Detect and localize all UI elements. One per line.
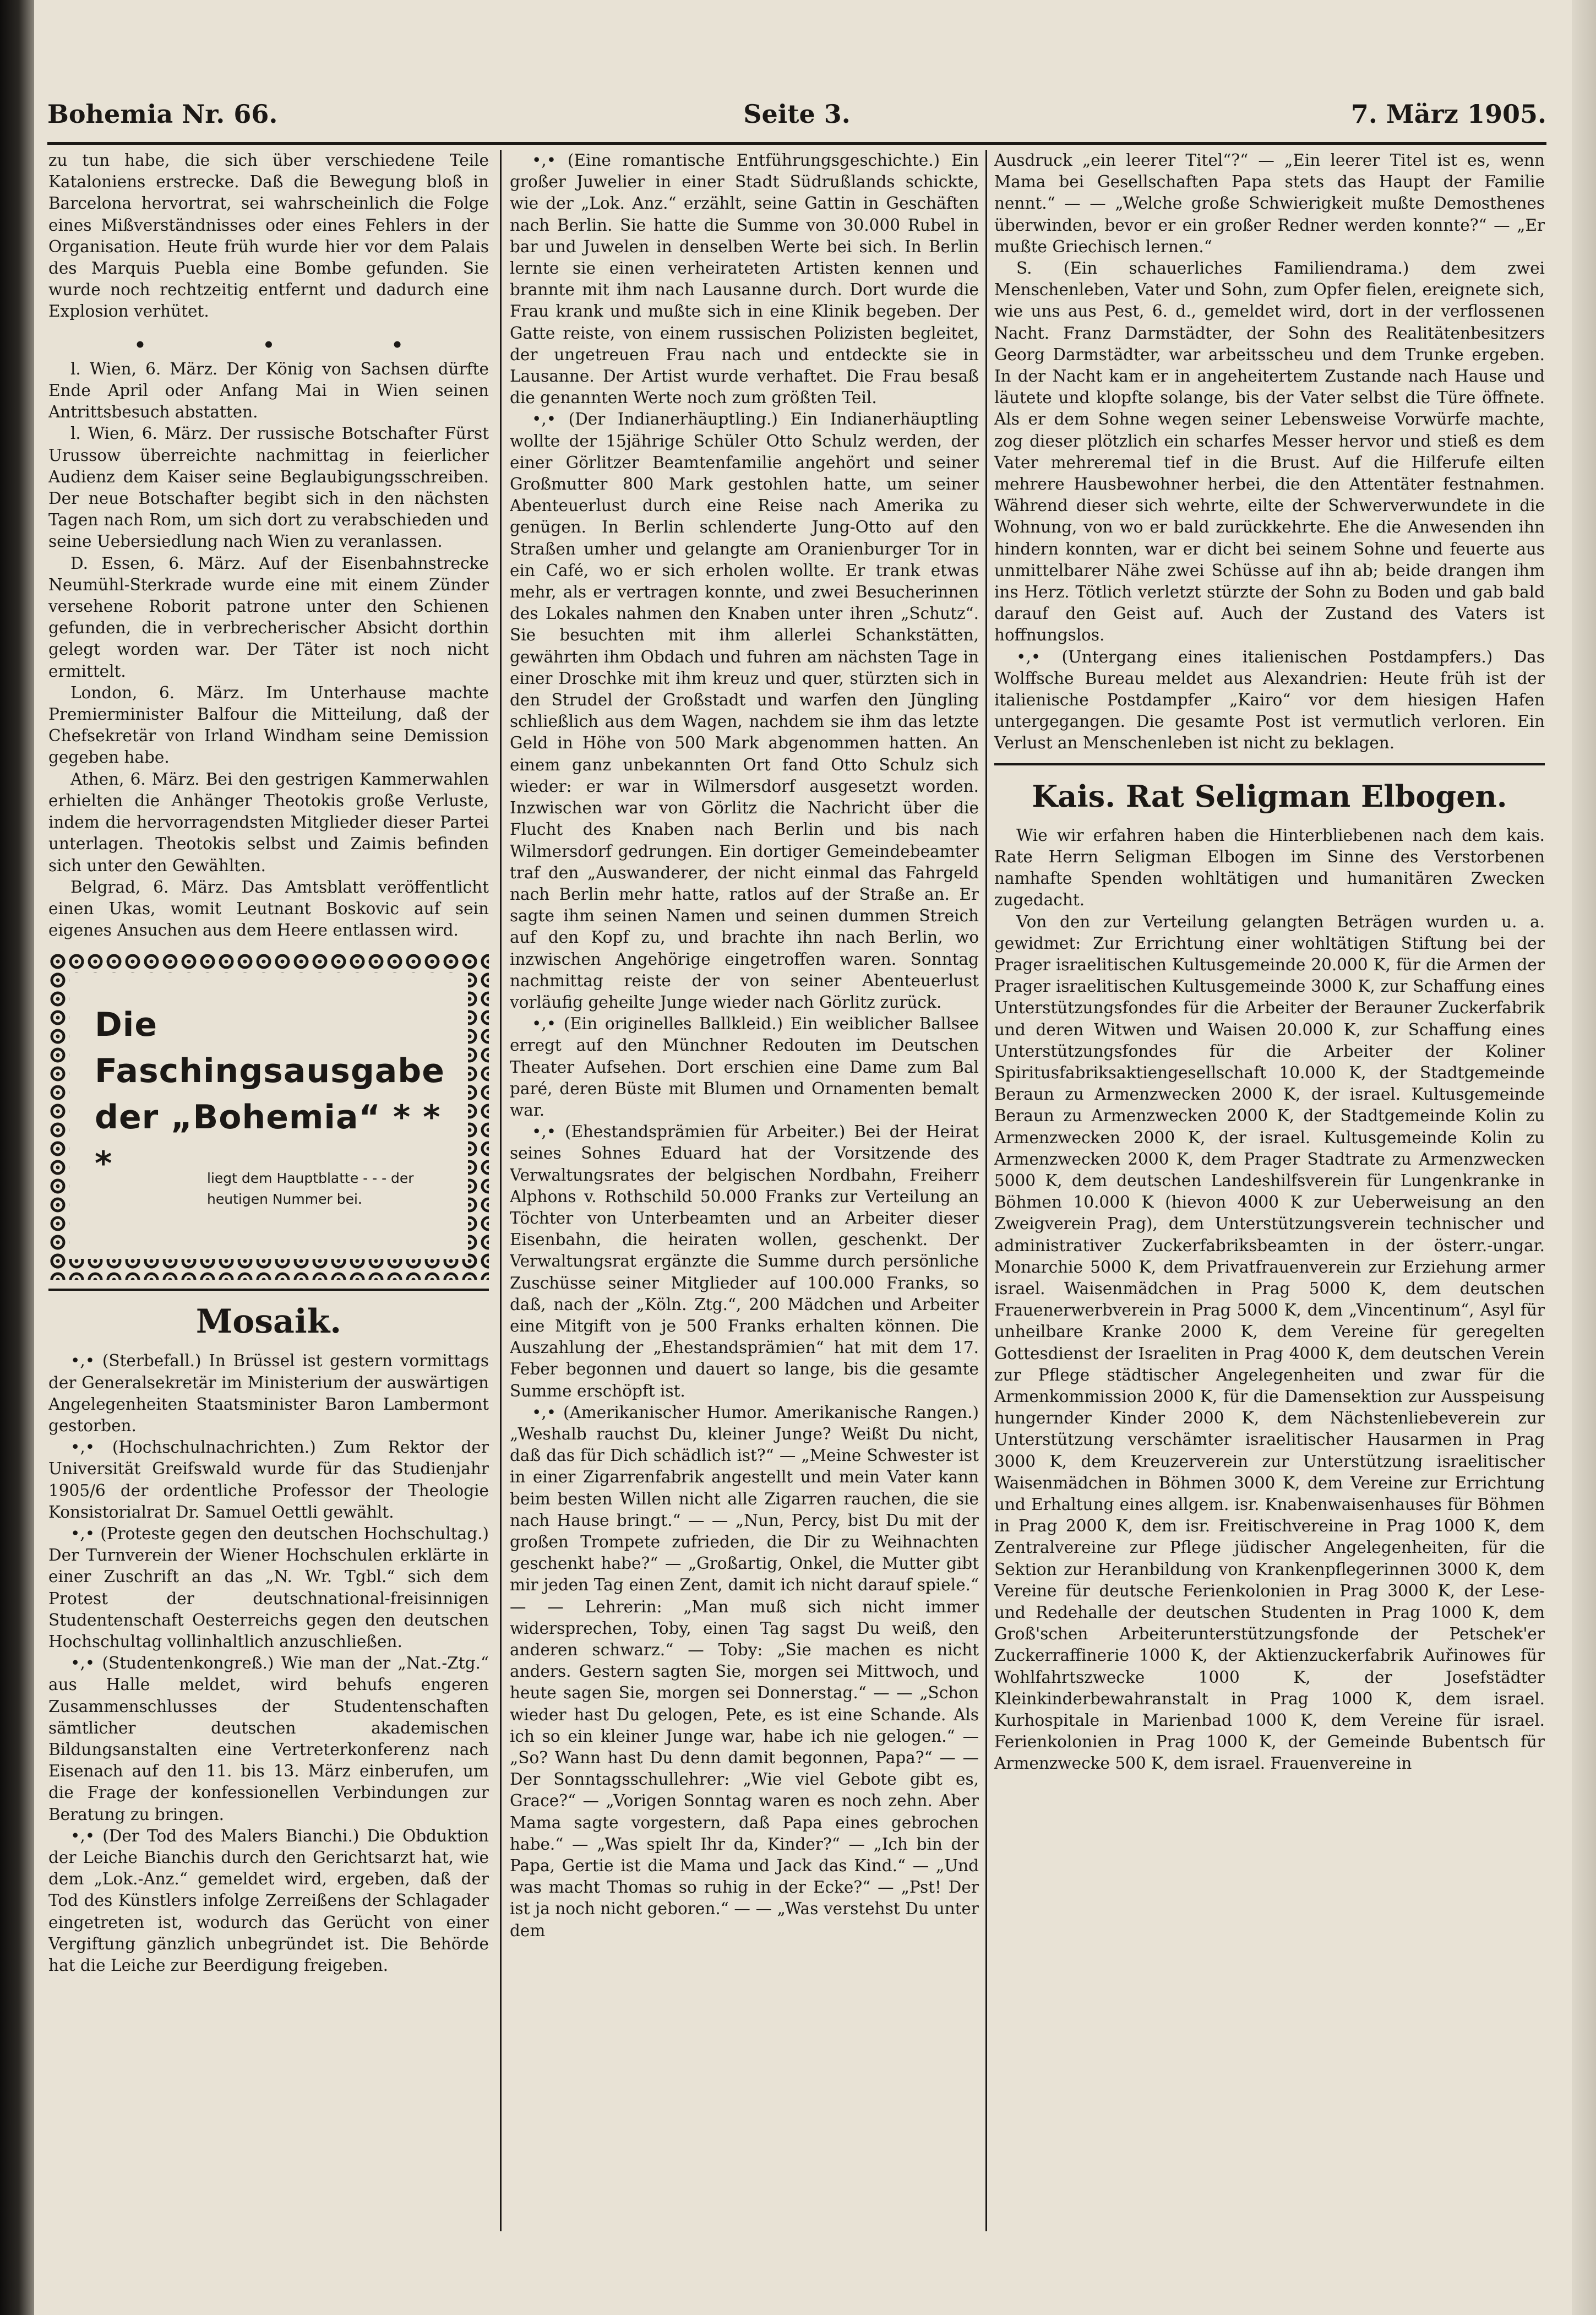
column-3 <box>994 150 1545 2232</box>
mosaik-entfuehrung: •,• (Eine romantische Entführungsgeschichte.) Ein großer Juwelier in einer Stadt Südrußlands schickte, wie der „Lok. Anz.“ erzählt, seine Gattin in Geschäften nach Berlin. Sie hatte die Summe von 30.000 Rubel in bar und Juwelen in denselben Werte bei sich. In Berlin lernte sie einen verheirateten Artisten kennen und brannte mit ihm nach Lausanne durch. Dort wurde die Frau krank und mußte sich in eine Klinik begeben. Der Gatte reiste, von einem russischen Polizisten begleitet, der ungetreuen Frau nach und entdeckte sie in Lausanne. Der Artist wurde verhaftet. Die Frau besaß die genannten Werte noch zum größten Teil. <box>510 151 979 407</box>
mosaik-amerikanischer-humor: •,• (Amerikanischer Humor. Amerikanische Rangen.) „Weshalb rauchst Du, kleiner Junge? Weißt Du nicht, daß das für Dich schädlich ist?“ — „Meine Schwester ist in einer Zigarrenfabrik angestellt und mein Vater kann beim besten Willen nicht alle Zigarren rauchen, die sie nach Hause bringt.“ — — „Nun, Percy, bist Du mit der großen Trompete zufrieden, die Dir zu Weihnachten geschenkt habe?“ — „Großartig, Onkel, die Mutter gibt mir jeden Tag einen Zent, damit ich nicht darauf spiele.“ — — Lehrerin: „Man muß sich nicht immer widersprechen, Toby, einen Tag sagst Du weiß, den anderen schwarz.“ — Toby: „Sie machen es nicht anders. Gestern sagten Sie, morgen sei Mittwoch, und heute sagen Sie, morgen sei Donnerstag.“ — — „Schon wieder hast Du gelogen, Pete, es ist eine Schande. Als ich so ein kleiner Junge war, habe ich nie gelogen.“ — „So? Wann hast Du denn damit begonnen, Papa?“ — — Der Sonntagsschullehrer: „Wie viel Gebote gibt es, Grace?“ — „Vorigen Sonntag waren es noch zehn. Aber Mama sagte vorgestern, daß Papa eines gebrochen habe.“ — „Was spielt Ihr da, Kinder?“ — „Ich bin der Papa, Gertie ist die Mama und Jack das Kind.“ — „Und was macht Thomas so ruhig in der Ecke?“ — „Pst! Der ist ja noch nicht geboren.“ — — „Was verstehst Du unter dem <box>510 1403 979 1940</box>
section-title-elbogen: Kais. Rat Seligman Elbogen. <box>1032 778 1507 814</box>
news-belgrad: Belgrad, 6. März. Das Amtsblatt veröffentlicht einen Ukas, womit Leutnant Boskovic auf sein eigenes Ansuchen aus dem Heere entlassen wird. <box>48 877 489 940</box>
mosaik-bianchi: •,• (Der Tod des Malers Bianchi.) Die Obduktion der Leiche Bianchis durch den Gerichtsarzt hat, wie dem „Lok.-Anz.“ gemeldet wird, ergeben, daß der Tod des Künstlers infolge Zerreißens der Schlagader eingetreten ist, wodurch das Gerücht von einer Vergiftung gänzlich unbegründet ist. Die Behörde hat die Leiche zur Beerdigung freigeben. <box>48 1826 489 1975</box>
mosaik-proteste: •,• (Proteste gegen den deutschen Hochschultag.) Der Turnverein der Wiener Hochschulen erklärte in einer Zuschrift an das „N. Wr. Tgbl.“ sich dem Protest der deutschnational-freisinnigen Studentenschaft Oesterreichs gegen den deutschen Hochschultag vollinhaltlich anzuschließen. <box>48 1524 489 1651</box>
humor-continuation: Ausdruck „ein leerer Titel“?“ — „Ein leerer Titel ist es, wenn Mama bei Gesellschaften Papa stets das Haupt der Familie nennt.“ — — „Welche große Schwierigkeit mußte Demosthenes überwinden, bevor er ein großer Redner werden konnte?“ — „Er mußte Griechisch lernen.“ <box>994 151 1545 256</box>
header-page-number: Seite 3. <box>743 99 851 129</box>
news-london: London, 6. März. Im Unterhause machte Premierminister Balfour die Mitteilung, daß der Chefsekretär von Irland Windham seine Demission gegeben habe. <box>48 683 489 767</box>
elbogen-spenden: Von den zur Verteilung gelangten Beträgen wurden u. a. gewidmet: Zur Errichtung einer wohltätigen Stiftung bei der Prager israelitischen Kultusgemeinde 20.000 K, für die Armen der Prager israelitischen Kultusgemeinde 3000 K, zur Schaffung eines Unterstützungsfondes für die Arbeiter der Berauner Zuckerfabrik und deren Witwen und Waisen 20.000 K, zur Schaffung eines Unterstützungsfondes für die Arbeiter der Koliner Spiritusfabriksaktiengesellschaft 10.000 K, der Stadtgemeinde Beraun zu Armenzwecken 2000 K, der israel. Kultusgemeinde Beraun zu Armenzwecken 2000 K, der Stadtgemeinde Kolin zu Armenzwecken 2000 K, der israel. Kultusgemeinde Kolin zu Armenzwecken 2000 K, dem Prager Stadtrate zu Armenzwecken 5000 K, dem deutschen Landeshilfsverein für Lungenkranke in Böhmen 10.000 K (hievon 4000 K zur Ueberweisung an den Zweigverein Prag), dem Unterstützungsverein technischer und administrativer Zuckerfabriksbeamten in der österr.-ungar. Monarchie 5000 K, dem Privatfrauenverein zur Erziehung armer israel. Waisenmädchen in Prag 5000 K, dem deutschen Frauenerwerbverein in Prag 5000 K, dem „Vincentinum“, Asyl für unheilbare Kranke 2000 K, dem Vereine für geregelten Gottesdienst der Israeliten in Prag 4000 K, dem deutschen Verein zur Pflege städtischer Angelegenheiten und zwar für die Armenkommission 2000 K, für die Damensektion zur Ausspeisung hungernder Kinder 2000 K, dem Nächstenliebeverein zur Unterstützung verschämter israelitischer Hausarmen in Prag 3000 K, dem Kreuzerverein zur Unterstützung israelitischer Waisenmädchen in Böhmen 3000 K, dem Vereine zur Errichtung und Erhaltung eines allgem. isr. Knabenwaisenhauses für Böhmen in Prag 2000 K, dem isr. Freitischvereine in Prag 1000 K, dem Zentralvereine zur Pflege jüdischer Angelegenheiten, für die Sektion zur Heranbildung von Krankenpflegerinnen 3000 K, dem Vereine für deutsche Ferienkolonien in Prag 3000 K, der Lese- und Redehalle der deutschen Studenten in Prag 1000 K, dem Groß'schen Arbeiterunterstützungsfonde der Petschek'er Zuckerraffinerie 1000 K, der Aktienzuckerfabrik Auřinowes für Wohlfahrtszwecke 1000 K, der Josefstädter Kleinkinderbewahranstalt in Prag 1000 K, dem israel. Kurhospitale in Marienbad 1000 K, dem Vereine für israel. Ferienkolonien in Prag 1000 K, der Gemeinde Bubentsch für Armenzwecke 500 K, dem israel. Frauenvereine in <box>994 912 1545 1773</box>
header-masthead: Bohemia Nr. 66. <box>47 99 278 129</box>
advertisement-faschingsausgabe <box>48 952 489 1280</box>
news-wien-botschafter: l. Wien, 6. März. Der russische Botschafter Fürst Urussow überreichte nachmittag in feierlicher Audienz dem Kaiser seine Beglaubigungsschreiben. Der neue Botschafter begibt sich in den nächsten Tagen nach Rom, um sich dort zu verabschieden und seine Uebersiedlung nach Wien zu veranlassen. <box>48 424 489 551</box>
column-rule-1 <box>500 150 502 2231</box>
mosaik-studentenkongress: •,• (Studentenkongreß.) Wie man der „Nat.-Ztg.“ aus Halle meldet, wird behufs engeren Zusammenschlusses der Studentenschaften sämtlicher deutschen akademischen Bildungsanstalten eine Vertreterkonferenz nach Eisenach auf den 11. bis 13. März einberufen, um die Frage der konfessionellen Verbindungen zur Beratung zu bringen. <box>48 1654 489 1824</box>
mosaik-postdampfer: •,• (Untergang eines italienischen Postdampfers.) Das Wolffsche Bureau meldet aus Alexandrien: Heute früh ist der italienische Postdampfer „Kairo“ vor dem hiesigen Hafen untergegangen. Die gesamte Post ist vermutlich verloren. Ein Verlust an Menschenleben ist nicht zu beklagen. <box>994 647 1545 753</box>
mosaik-indianerhaeuptling: •,• (Der Indianerhäuptling.) Ein Indianerhäuptling wollte der 15jährige Schüler Otto Schulz werden, der einer Görlitzer Beamtenfamilie angehört und seiner Großmutter 800 Mark gestohlen hatte, um seiner Abenteuerlust durch eine Reise nach Amerika zu genügen. In Berlin schlenderte Jung-Otto auf den Straßen umher und gelangte am Oranienburger Tor in ein Café, wo er sich erholen wollte. Er trank etwas mehr, als er vertragen konnte, und zwei Besucherinnen des Lokales nahmen den Knaben unter ihren „Schutz“. Sie besuchten mit ihm allerlei Schankstätten, gewährten ihm Obdach und fuhren am nächsten Tage in einer Droschke mit ihm kreuz und quer, stürzten sich in den Strudel der Großstadt und warfen den Jüngling schließlich aus dem Wagen, nachdem sie ihm das letzte Geld in Höhe von 500 Mark abgenommen hatten. An einem ganz unbekannten Ort fand Otto Schulz sich wieder: er war in Wilmersdorf ausgesetzt worden. Inzwischen war von Görlitz die Nachricht über die Flucht des Knaben nach Berlin und bis nach Wilmersdorf gedrungen. Ein dortiger Gemeindebeamter traf den „Auswanderer, der nicht einmal das Fahrgeld nach Berlin mehr hatte, ratlos auf der Straße an. Er sagte ihm seinen Namen und seinen dummen Streich auf den Kopf zu, und brachte ihn nach Berlin, wo inzwischen Angehörige eingetroffen waren. Sonntag nachmittag reiste der von seiner Abenteuerlust vorläufig geheilte Junge wieder nach Görlitz zurück. <box>510 410 979 1012</box>
section-dots: • • • <box>134 334 459 356</box>
column-rule-2 <box>985 150 987 2231</box>
header-date: 7. März 1905. <box>1350 99 1546 129</box>
separator-rule <box>48 1289 489 1291</box>
mosaik-ballkleid: •,• (Ein originelles Ballkleid.) Ein weiblicher Ballsee erregt auf den Münchner Redouten im Deutschen Theater Aufsehen. Dort erschien eine Dame zum Bal paré, deren Büste mit Blumen und Ornamenten bemalt war. <box>510 1014 979 1120</box>
news-essen: D. Essen, 6. März. Auf der Eisenbahnstrecke Neumühl-Sterkrade wurde eine mit einem Zünder versehene Roborit patrone unter den Schienen gefunden, die in verbrecherischer Absicht dorthin gelegt worden war. Der Täter ist noch nicht ermittelt. <box>48 553 489 681</box>
scan-edge-right <box>1572 0 1596 2315</box>
article-katalonien: zu tun habe, die sich über verschiedene Teile Kataloniens erstrecke. Daß die Bewegung bloß in Barcelona hervortrat, sei wahrscheinlich die Folge eines Mißverständnisses oder eines Fehlers in der Organisation. Heute früh wurde hier vor dem Palais des Marquis Puebla eine Bombe gefunden. Sie wurde noch rechtzeitig entfernt und dadurch eine Explosion verhütet. <box>48 151 489 321</box>
column-1 <box>48 150 489 2232</box>
header-rule <box>47 142 1546 145</box>
mosaik-sterbefall: •,• (Sterbefall.) In Brüssel ist gestern vormittags der Generalsekretär im Ministerium der auswärtigen Angelegenheiten Staatsminister Baron Lambermont gestorben. <box>48 1351 489 1435</box>
news-athen: Athen, 6. März. Bei den gestrigen Kammerwahlen erhielten die Anhänger Theotokis große Verluste, indem die hervorragendsten Mitglieder dieser Partei unterlagen. Theotokis selbst und Zaimis befinden sich unter den Gewählten. <box>48 769 489 875</box>
scan-edge-left <box>0 0 34 2315</box>
page-header <box>47 99 1546 138</box>
column-2 <box>510 150 979 2232</box>
ad-note: liegt dem Hauptblatte - - - der heutigen Nummer bei. <box>207 1170 414 1208</box>
news-wien-koenig: l. Wien, 6. März. Der König von Sachsen dürfte Ende April oder Anfang Mai in Wien seinen Antrittsbesuch abstatten. <box>48 359 489 422</box>
mosaik-ehestandspraemien: •,• (Ehestandsprämien für Arbeiter.) Bei der Heirat seines Sohnes Eduard hat der Vorsitzende des Verwaltungsrates der belgischen Nordbahn, Freiherr Alphons v. Rothschild 50.000 Franks zur Verteilung an Töchter von Unterbeamten und an Arbeiter dieser Eisenbahn, die heiraten wollen, geschenkt. Der Verwaltungsrat ergänzte die Summe durch persönliche Zuschüsse seiner Mitglieder auf 100.000 Franks, so daß, nach der „Köln. Ztg.“, 200 Mädchen und Arbeiter eine Mitgift von je 500 Franks erhalten können. Die Auszahlung der „Ehestandsprämien“ hat mit dem 17. Feber begonnen und dauert so lange, bis die gesamte Summe erschöpft ist. <box>510 1122 979 1400</box>
separator-rule-2 <box>994 763 1545 765</box>
mosaik-familiendrama: S. (Ein schauerliches Familiendrama.) dem zwei Menschenleben, Vater und Sohn, zum Opfer fielen, ereignete sich, wie uns aus Pest, 6. d., gemeldet wird, dort in der verflossenen Nacht. Franz Darmstädter, der Sohn des Realitätenbesitzers Georg Darmstädter, war arbeitsscheu und dem Trunke ergeben. In der Nacht kam er in angeheitertem Zustande nach Hause und läutete und klopfte solange, bis der Vater selbst die Türe öffnete. Als er dem Sohne wegen seiner Lebensweise Vorwürfe machte, zog dieser plötzlich ein scharfes Messer hervor und stieß es dem Vater mehreremal tief in die Brust. Auf die Hilferufe eilten mehrere Hausbewohner herbei, die den Attentäter festnahmen. Während dieser sich wehrte, eilte der Schwerverwundete in die Wohnung, von wo er bald zurückkehrte. Ehe die Anwesenden ihn hindern konnten, war er dicht bei seinem Sohne und feuerte aus unmittelbarer Nähe zwei Schüsse auf ihn ab; beide drangen ihm ins Herz. Tötlich verletzt stürzte der Sohn zu Boden und gab bald darauf den Geist auf. Auch der Zustand des Vaters ist hoffnungslos. <box>994 259 1545 645</box>
mosaik-hochschulnachrichten: •,• (Hochschulnachrichten.) Zum Rektor der Universität Greifswald wurde für das Studienjahr 1905/6 der ordentliche Professor der Theologie Konsistorialrat Dr. Samuel Oettli gewählt. <box>48 1438 489 1521</box>
ad-title: Die Faschingsausgabe der „Bohemia“ * * * <box>95 1006 445 1183</box>
section-title-mosaik: Mosaik. <box>195 1302 342 1341</box>
elbogen-intro: Wie wir erfahren haben die Hinterbliebenen nach dem kais. Rate Herrn Seligman Elbogen im Sinne des Verstorbenen namhafte Spenden wohltätigen und humanitären Zwecken zugedacht. <box>994 825 1545 910</box>
